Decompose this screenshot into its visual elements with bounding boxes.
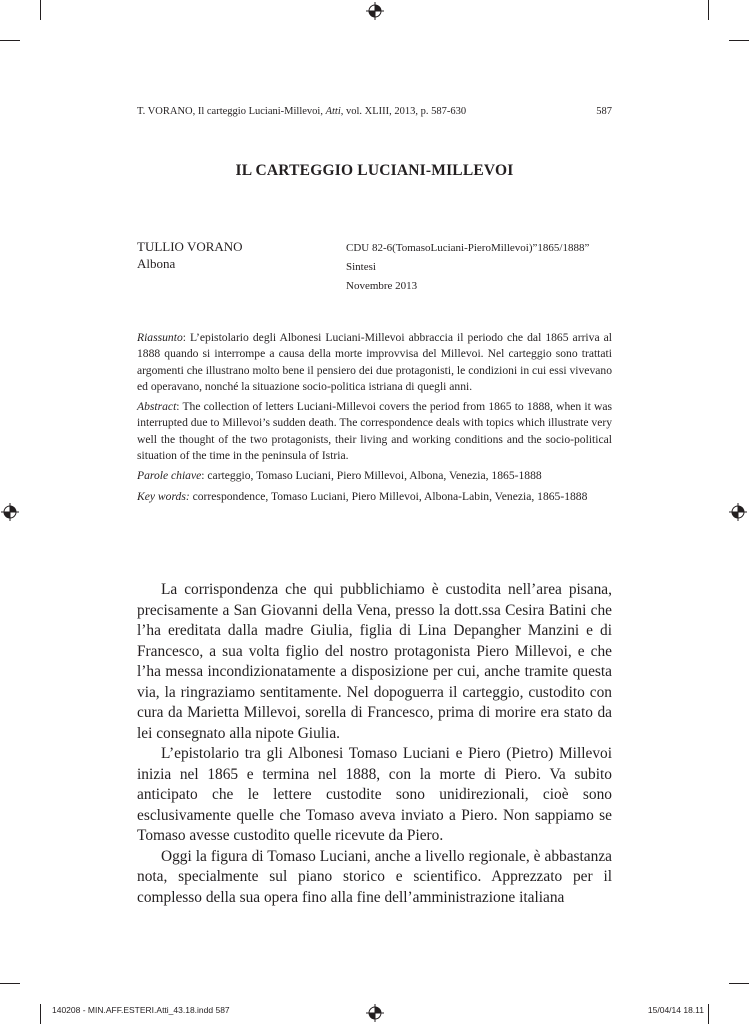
classification-block [346,239,589,296]
running-head-citation: T. VORANO, Il carteggio Luciani-Millevoi, Atti, vol. XLIII, 2013, p. 587-630 [137,106,467,117]
parole-chiave: Parole chiave: carteggio, Tomaso Luciani, Piero Millevoi, Albona, Venezia, 1865-1888 [137,469,542,483]
article-type: Sintesi [346,261,376,273]
crop-mark [40,1004,41,1024]
crop-mark [0,983,20,984]
key-words: Key words: correspondence, Tomaso Luciani, Piero Millevoi, Albona-Labin, Venezia, 1865-1888 [137,489,588,503]
crop-mark [0,40,20,41]
registration-mark-icon [1,503,19,521]
cdu-code: CDU 82-6(TomasoLuciani-PieroMillevoi)”1865/1888” [346,242,590,254]
slug-file: 140208 - MIN.AFF.ESTERI.Atti_43.18.indd 587 [52,1005,230,1015]
author-place: Albona [137,256,176,271]
crop-mark [708,0,709,20]
article-title: IL CARTEGGIO LUCIANI-MILLEVOI [235,162,514,179]
crop-mark [40,0,41,20]
abstracts-block [137,330,612,509]
crop-mark [708,1004,709,1024]
print-slug [52,1005,704,1015]
registration-mark-icon [366,2,384,20]
slug-datetime: 15/04/14 18.11 [647,1005,704,1015]
crop-mark [729,983,749,984]
author-name: TULLIO VORANO [137,239,243,254]
running-head [137,106,612,117]
crop-mark [729,40,749,41]
registration-mark-icon [729,503,747,521]
abstract: Abstract: The collection of letters Luciani-Millevoi covers the period from 1865 to 1888, when it was interrupted due to Millevoi’s sudden death. The correspondence deals with topics which illustrate very well the thought of the two protagonists, their living and working conditions and the socio-political situation of the time in the peninsula of Istria. [137,400,613,463]
article-date: Novembre 2013 [346,280,418,292]
body-text [137,580,612,908]
riassunto: Riassunto: L’epistolario degli Albonesi Luciani-Millevoi abbraccia il periodo che dal 1865 arriva al 1888 quando si interrompe a causa della morte improvvisa del Millevoi. Nel carteggio sono trattati argomenti che illustrano molto bene il pensiero dei due protagonisti, le condizioni in cui essi vivevano ed operavano, nonché la situazione socio-politica istriana di quegli anni. [137,331,612,393]
body-paragraph: Oggi la figura di Tomaso Luciani, anche a livello regionale, è abbastanza nota, specialmente sul piano storico e scientifico. Apprezzato per il complesso della sua opera fino alla fine dell’amministrazione italiana [137,847,612,906]
page-number: 587 [596,106,612,117]
author-block [137,238,243,272]
body-paragraph: L’epistolario tra gli Albonesi Tomaso Luciani e Piero (Pietro) Millevoi inizia nel 1865 e termina nel 1888, con la morte di Piero. Va subito anticipato che le lettere custodite sono unidirezionali, cioè sono esclusivamente quelle che Tomaso aveva inviato a Piero. Non sappiamo se Tomaso avesse custodito quelle ricevute da Piero. [137,745,612,844]
body-paragraph: La corrispondenza che qui pubblichiamo è custodita nell’area pisana, precisamente a San Giovanni della Vena, presso la dott.ssa Cesira Batini che l’ha ereditata dalla madre Giulia, figlia di Lina Depangher Manzini e di Francesco, a sua volta figlio del nostro protagonista Piero Millevoi, e che l’ha messa incondizionatamente a disposizione per cui, anche tramite questa via, la ringraziamo sentitamente. Nel dopoguerra il carteggio, custodito con cura da Marietta Millevoi, sorella di Francesco, prima di morire era stato da lei consegnato alla nipote Giulia. [137,581,612,742]
